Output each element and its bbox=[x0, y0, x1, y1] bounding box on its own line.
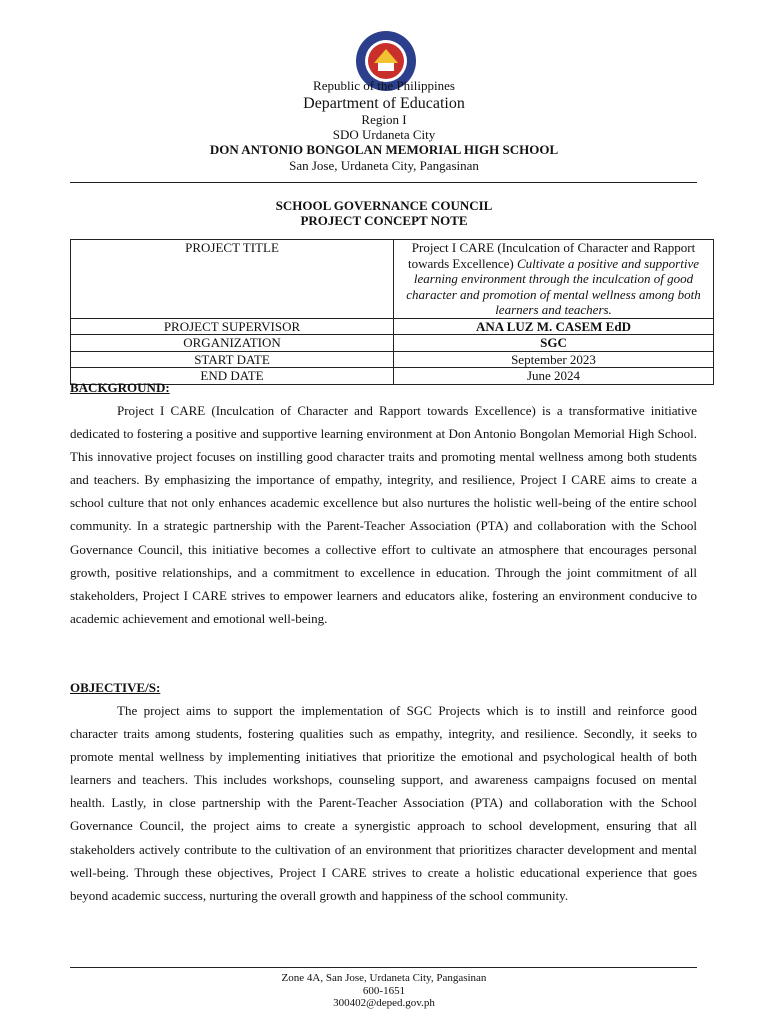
region-line: Region I bbox=[361, 112, 407, 127]
republic-line: Republic of the Philippines bbox=[313, 78, 455, 93]
end-date-value: June 2024 bbox=[394, 368, 714, 385]
background-heading: BACKGROUND: bbox=[70, 380, 170, 395]
objectives-heading: OBJECTIVE/S: bbox=[70, 680, 161, 695]
row-label: END DATE bbox=[71, 368, 394, 385]
start-date-value: September 2023 bbox=[394, 351, 714, 368]
table-row bbox=[71, 240, 714, 319]
department-line: Department of Education bbox=[303, 95, 465, 112]
row-label: START DATE bbox=[71, 351, 394, 368]
background-paragraph: Project I CARE (Inculcation of Character and Rapport towards Excellence) is a transformative initiative dedicated to fostering a positive and supportive learning environment at Don Antonio Bongolan Memorial High School. This innovative project focuses on instilling good character traits and promoting mental wellness among both students and teachers. By emphasizing the importance of empathy, integrity, and resilience, Project I CARE aims to create a school culture that not only enhances academic excellence but also nurtures the holistic well-being of the entire school community. In a strategic partnership with the Parent-Teacher Association (PTA) and collaboration with the School Governance Council, this initiative becomes a collective effort to cultivate an atmosphere that encourages personal growth, positive relationships, and a commitment to excellence in education. Through the joint commitment of all stakeholders, Project I CARE strives to empower learners and educators alike, fostering an environment conducive to academic achievement and emotional well-being. bbox=[70, 403, 697, 626]
row-label: ORGANIZATION bbox=[71, 335, 394, 352]
doc-title-line1: SCHOOL GOVERNANCE COUNCIL bbox=[275, 198, 493, 213]
footer-phone: 600-1651 bbox=[362, 985, 406, 997]
project-title-text: Project I CARE (Inculcation of Character and Rapport towards Excellence) bbox=[408, 240, 696, 271]
project-title-description: Cultivate a positive and supportive learning environment through the inculcation of good character and promotion of mental wellness among both learners and teachers. bbox=[406, 255, 701, 317]
project-info-table bbox=[70, 239, 714, 385]
division-line: SDO Urdaneta City bbox=[332, 127, 436, 142]
objectives-paragraph: The project aims to support the implementation of SGC Projects which is to instill and reinforce good character traits among students, fostering qualities such as empathy, integrity, and resilience. Secondly, it seeks to promote mental wellness by implementing initiatives that prioritize the emotional and psychological health of both learners and teachers. This includes workshops, counseling support, and awareness campaigns focused on mental health. Lastly, in close partnership with the Parent-Teacher Association (PTA) and collaboration with the School Governance Council, the project aims to create a synergistic approach to school development, ensuring that all stakeholders actively contribute to the cultivation of an environment that prioritizes character development and mental well-being. Through these objectives, Project I CARE strives to create a holistic educational experience that goes beyond academic success, nurturing the overall growth and happiness of the school community. bbox=[70, 703, 697, 903]
row-label: PROJECT TITLE bbox=[71, 240, 394, 319]
organization-value: SGC bbox=[394, 335, 714, 352]
footer-address: Zone 4A, San Jose, Urdaneta City, Pangasinan bbox=[281, 972, 487, 984]
supervisor-value: ANA LUZ M. CASEM EdD bbox=[394, 318, 714, 335]
table-row bbox=[71, 335, 714, 352]
footer-email: 300402@deped.gov.ph bbox=[333, 997, 435, 1009]
school-address: San Jose, Urdaneta City, Pangasinan bbox=[289, 158, 479, 173]
table-row bbox=[71, 318, 714, 335]
table-row bbox=[71, 351, 714, 368]
project-title-value bbox=[394, 240, 714, 319]
school-name: DON ANTONIO BONGOLAN MEMORIAL HIGH SCHOOL bbox=[209, 142, 559, 157]
header-divider bbox=[70, 182, 697, 183]
row-label: PROJECT SUPERVISOR bbox=[71, 318, 394, 335]
footer-divider bbox=[70, 967, 697, 968]
doc-title-line2: PROJECT CONCEPT NOTE bbox=[300, 213, 468, 228]
